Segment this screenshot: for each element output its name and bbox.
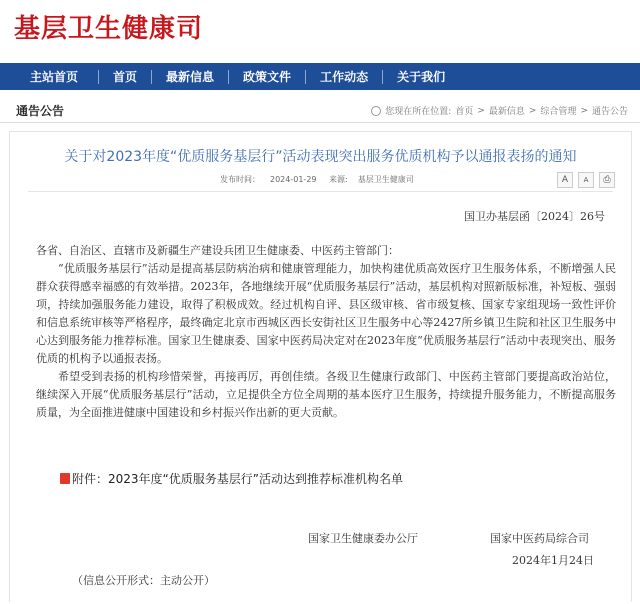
publish-date: 2024-01-29	[270, 175, 317, 184]
print-icon[interactable]: ⎙	[599, 172, 615, 188]
source: 基层卫生健康司	[357, 175, 414, 184]
nav-latest[interactable]: 最新信息	[166, 70, 215, 84]
article-title: 关于对2023年度“优质服务基层行”活动表现突出服务优质机构予以通报表扬的通知	[64, 149, 577, 165]
nav-home-main[interactable]: 主站首页	[30, 70, 79, 84]
breadcrumb-home[interactable]: 首页	[455, 107, 474, 117]
section-label: 通告公告	[16, 104, 65, 118]
font-increase-icon[interactable]: A	[557, 172, 573, 188]
date-label: 发布时间：	[220, 175, 260, 184]
sign-date: 2024年1月24日	[512, 554, 594, 567]
breadcrumb-latest[interactable]: 最新信息	[488, 107, 525, 117]
nav-home[interactable]: 首页	[113, 70, 138, 84]
attachment-link[interactable]	[60, 470, 403, 487]
attachment-label[interactable]: 附件：2023年度“优质服务基层行”活动达到推荐标准机构名单	[72, 472, 403, 486]
nav-about[interactable]: 关于我们	[397, 70, 446, 84]
location-icon	[371, 106, 381, 116]
article-container	[9, 131, 632, 602]
nav-policy[interactable]: 政策文件	[243, 70, 292, 84]
breadcrumb-notices[interactable]: 通告公告	[591, 107, 628, 117]
signer-tcm: 国家中医药局综合司	[490, 532, 589, 545]
font-decrease-icon[interactable]: A	[578, 172, 594, 188]
breadcrumb-separator: >	[477, 105, 485, 116]
breadcrumb-separator: >	[528, 105, 537, 116]
breadcrumb-general[interactable]: 综合管理	[540, 107, 577, 117]
article-body	[36, 242, 616, 422]
publicity-type: （信息公开形式：主动公开）	[72, 574, 215, 587]
pdf-icon	[60, 473, 70, 484]
breadcrumb-prefix: 您现在所在位置:	[385, 107, 452, 117]
source-label: 来源:	[329, 175, 348, 184]
section-bar	[0, 100, 640, 123]
article-tools	[557, 172, 615, 188]
divider	[28, 191, 613, 192]
paragraph-2: 希望受到表扬的机构珍惜荣誉，再接再厉，再创佳绩。各级卫生健康行政部门、中医药主管部门要提高政治站位，继续深入开展“优质服务基层行”活动，立足提供全方位全周期的基本医疗卫生服务，持续提升服务能力，不断提高服务质量，为全面推进健康中国建设和乡村振兴作出新的更大贡献。	[36, 370, 616, 419]
site-header	[0, 0, 640, 58]
salutation: 各省、自治区、直辖市及新疆生产建设兵团卫生健康委、中医药主管部门：	[36, 244, 399, 257]
article-meta	[220, 174, 424, 185]
nav-work[interactable]: 工作动态	[320, 70, 369, 84]
site-title[interactable]: 基层卫生健康司	[14, 14, 204, 44]
document-number: 国卫办基层函〔2024〕26号	[464, 210, 605, 223]
main-nav	[0, 63, 640, 90]
breadcrumb-separator: >	[580, 105, 588, 116]
breadcrumb	[371, 104, 628, 117]
paragraph-1: “优质服务基层行”活动是提高基层防病治病和健康管理能力，加快构建优质高效医疗卫生服务体系，不断增强人民群众获得感幸福感的有效举措。2023年，各地继续开展“优质服务基层行”活动，基层机构对照新版标准，补短板、强弱项，持续加强服务能力建设，取得了积极成效。经过机构自评、县区级审核、省市级复核、国家专家组现场一致性评价和信息系统审核等严格程序，最终确定北京市西城区西长安街社区卫生服务中心等2427所乡镇卫生院和社区卫生服务中心达到服务能力推荐标准。国家卫生健康委、国家中医药局决定对在2023年度“优质服务基层行”活动中表现突出、服务优质的机构予以通报表扬。	[36, 262, 616, 365]
signer-nhc: 国家卫生健康委办公厅	[308, 532, 418, 545]
